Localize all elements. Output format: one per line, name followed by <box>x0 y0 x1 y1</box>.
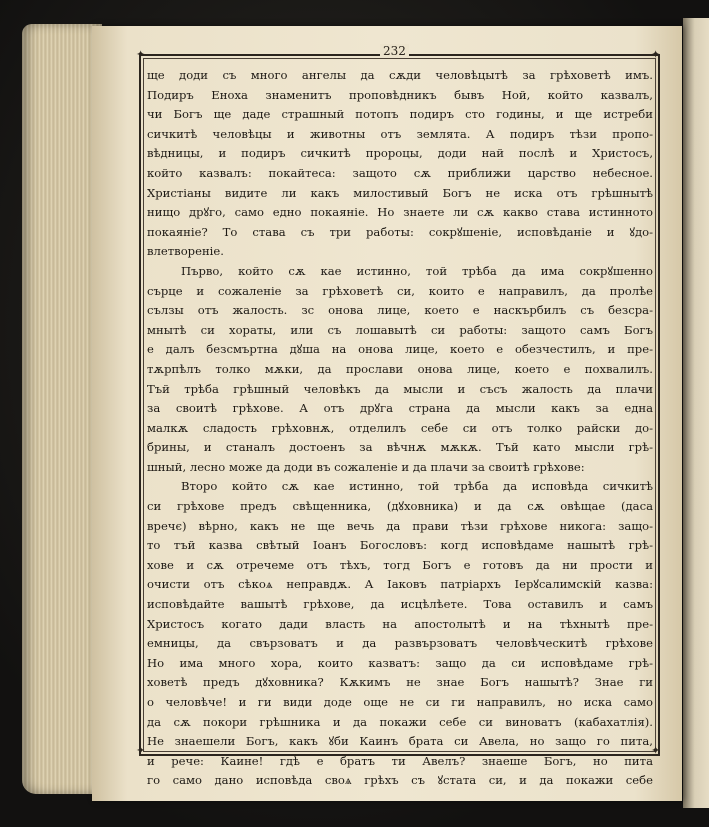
text-line: тѫрпѣлъ толко мѫки, да прослави онова лице, което е похвалилъ. <box>147 361 653 376</box>
text-line: покаяніе? То става съ три работы: сокрꙋшеніе, исповѣданіе и ꙋдо- <box>147 224 653 239</box>
text-line: Христосъ когато дади власть на апостолытѣ и на тѣхнытѣ пре- <box>147 616 653 631</box>
text-line: ще доди съ много ангелы да сѫди человѣцытѣ за грѣховетѣ имъ. <box>147 68 653 82</box>
corner-ornament-icon: ✦ <box>651 48 661 61</box>
text-line: Подиръ Еноха знаменитъ проповѣдникъ бывъ Ной, който казвалъ, <box>147 87 653 102</box>
page-edges <box>22 24 102 794</box>
next-page-edge <box>683 18 709 808</box>
text-line: сълзы отъ жалость. зс онова лице, което е наскърбилъ съ безсра- <box>147 303 653 318</box>
text-line: Но има много хора, които казватъ: защо да си исповѣдаме грѣ- <box>147 655 653 670</box>
text-line: нищо дрꙋго, само едно покаяніе. Но знаете ли сѫ какво става истинното <box>147 205 653 220</box>
text-line: Първо, който сѫ кае истинно, той трѣба да има сокрꙋшенно <box>181 263 653 278</box>
text-line: шный, лесно може да доди въ сожаленіе и да плачи за своитѣ грѣхове: <box>147 459 585 474</box>
text-line: сичкитѣ человѣцы и животны отъ землята. А подиръ тѣзи пропо- <box>147 126 653 141</box>
page-number: 232 <box>380 44 409 58</box>
corner-ornament-icon: ✦ <box>651 744 661 757</box>
text-line: и рече: Каине! гдѣ е братъ ти Авелъ? знаеше Богъ, но пита <box>147 753 653 768</box>
text-line: влетвореніе. <box>147 244 224 259</box>
corner-ornament-icon: ✦ <box>136 48 146 61</box>
text-line: мнытѣ си хораты, или съ лошавытѣ си работы: защото самъ Богъ <box>147 322 653 337</box>
text-line: малкѫ сладость грѣховнѫ, отделилъ себе си отъ толко райски до- <box>147 420 653 435</box>
text-line: който казвалъ: покайтеса: защото сѫ приближи царство небесное. <box>147 165 653 180</box>
text-line: вречє) вѣрно, какъ не ще вечь да прави тѣзи грѣхове никога: защо- <box>147 518 653 533</box>
text-line: о человѣче! и ги види доде още не си ги направилъ, но иска само <box>147 695 653 709</box>
text-line: емницы, да свързоватъ и да развързоватъ человѣческитѣ грѣхове <box>147 636 653 651</box>
text-line: Тъй трѣба грѣшный человѣкъ да мысли и съсъ жалость да плачи <box>147 381 653 396</box>
text-line: вѣдницы, и подиръ сичкитѣ пророцы, доди най послѣ и Христосъ, <box>147 146 653 161</box>
text-line: ховетѣ предъ дꙋховника? Кѫкимъ не знае Богъ нашытѣ? Знае ги <box>147 675 653 690</box>
corner-ornament-icon: ✦ <box>136 744 146 757</box>
text-line: си грѣхове предъ свѣщенника, (дꙋховника) и да сѫ овѣщае (даса <box>147 499 653 514</box>
text-line: хове и сѫ отречеме отъ тѣхъ, тогд Богъ е готовъ да ни прости и <box>147 557 653 572</box>
text-line: за своитѣ грѣхове. А отъ дрꙋга страна да мысли какъ за една <box>147 401 653 416</box>
text-line: чи Богъ ще даде страшный потопъ подиръ сто годины, и ще истреби <box>147 107 653 122</box>
text-line: Христіаны видите ли какъ милостивый Богъ не иска отъ грѣшнытѣ <box>147 185 653 200</box>
text-line: Второ който сѫ кае истинно, той трѣба да исповѣда сичкитѣ <box>181 479 653 494</box>
page-body-text <box>147 66 653 791</box>
text-line: Не знаешели Богъ, какъ ꙋби Каинъ брата си Авела, но защо го пита, <box>147 734 653 749</box>
text-line: да сѫ покори грѣшника и да покажи себе си виноватъ (кабахатлія). <box>147 714 653 729</box>
text-line: брины, и станалъ достоенъ за вѣчнѫ мѫкѫ. Тъй като мысли грѣ- <box>147 440 653 455</box>
text-line: исповѣдайте вашытѣ грѣхове, да исцѣлѣете. Това оставилъ и самъ <box>147 597 653 612</box>
text-line: е далъ безсмъртна дꙋша на онова лице, което е обезчестилъ, и пре- <box>147 342 653 357</box>
text-line: сърце и сожаленіе за грѣховетѣ си, които е направилъ, да пролѣе <box>147 283 653 298</box>
text-line: го само дано исповѣда своѧ грѣхъ съ ꙋстата си, и да покажи себе <box>147 773 653 788</box>
text-line: очисти отъ сѣкоѧ неправдѫ. А Іаковъ патріархъ Іерꙋсалимскій казва: <box>147 577 653 592</box>
text-line: то тъй казва свѣтый Іоанъ Богословъ: когд исповѣдаме нашытѣ грѣ- <box>147 538 653 553</box>
